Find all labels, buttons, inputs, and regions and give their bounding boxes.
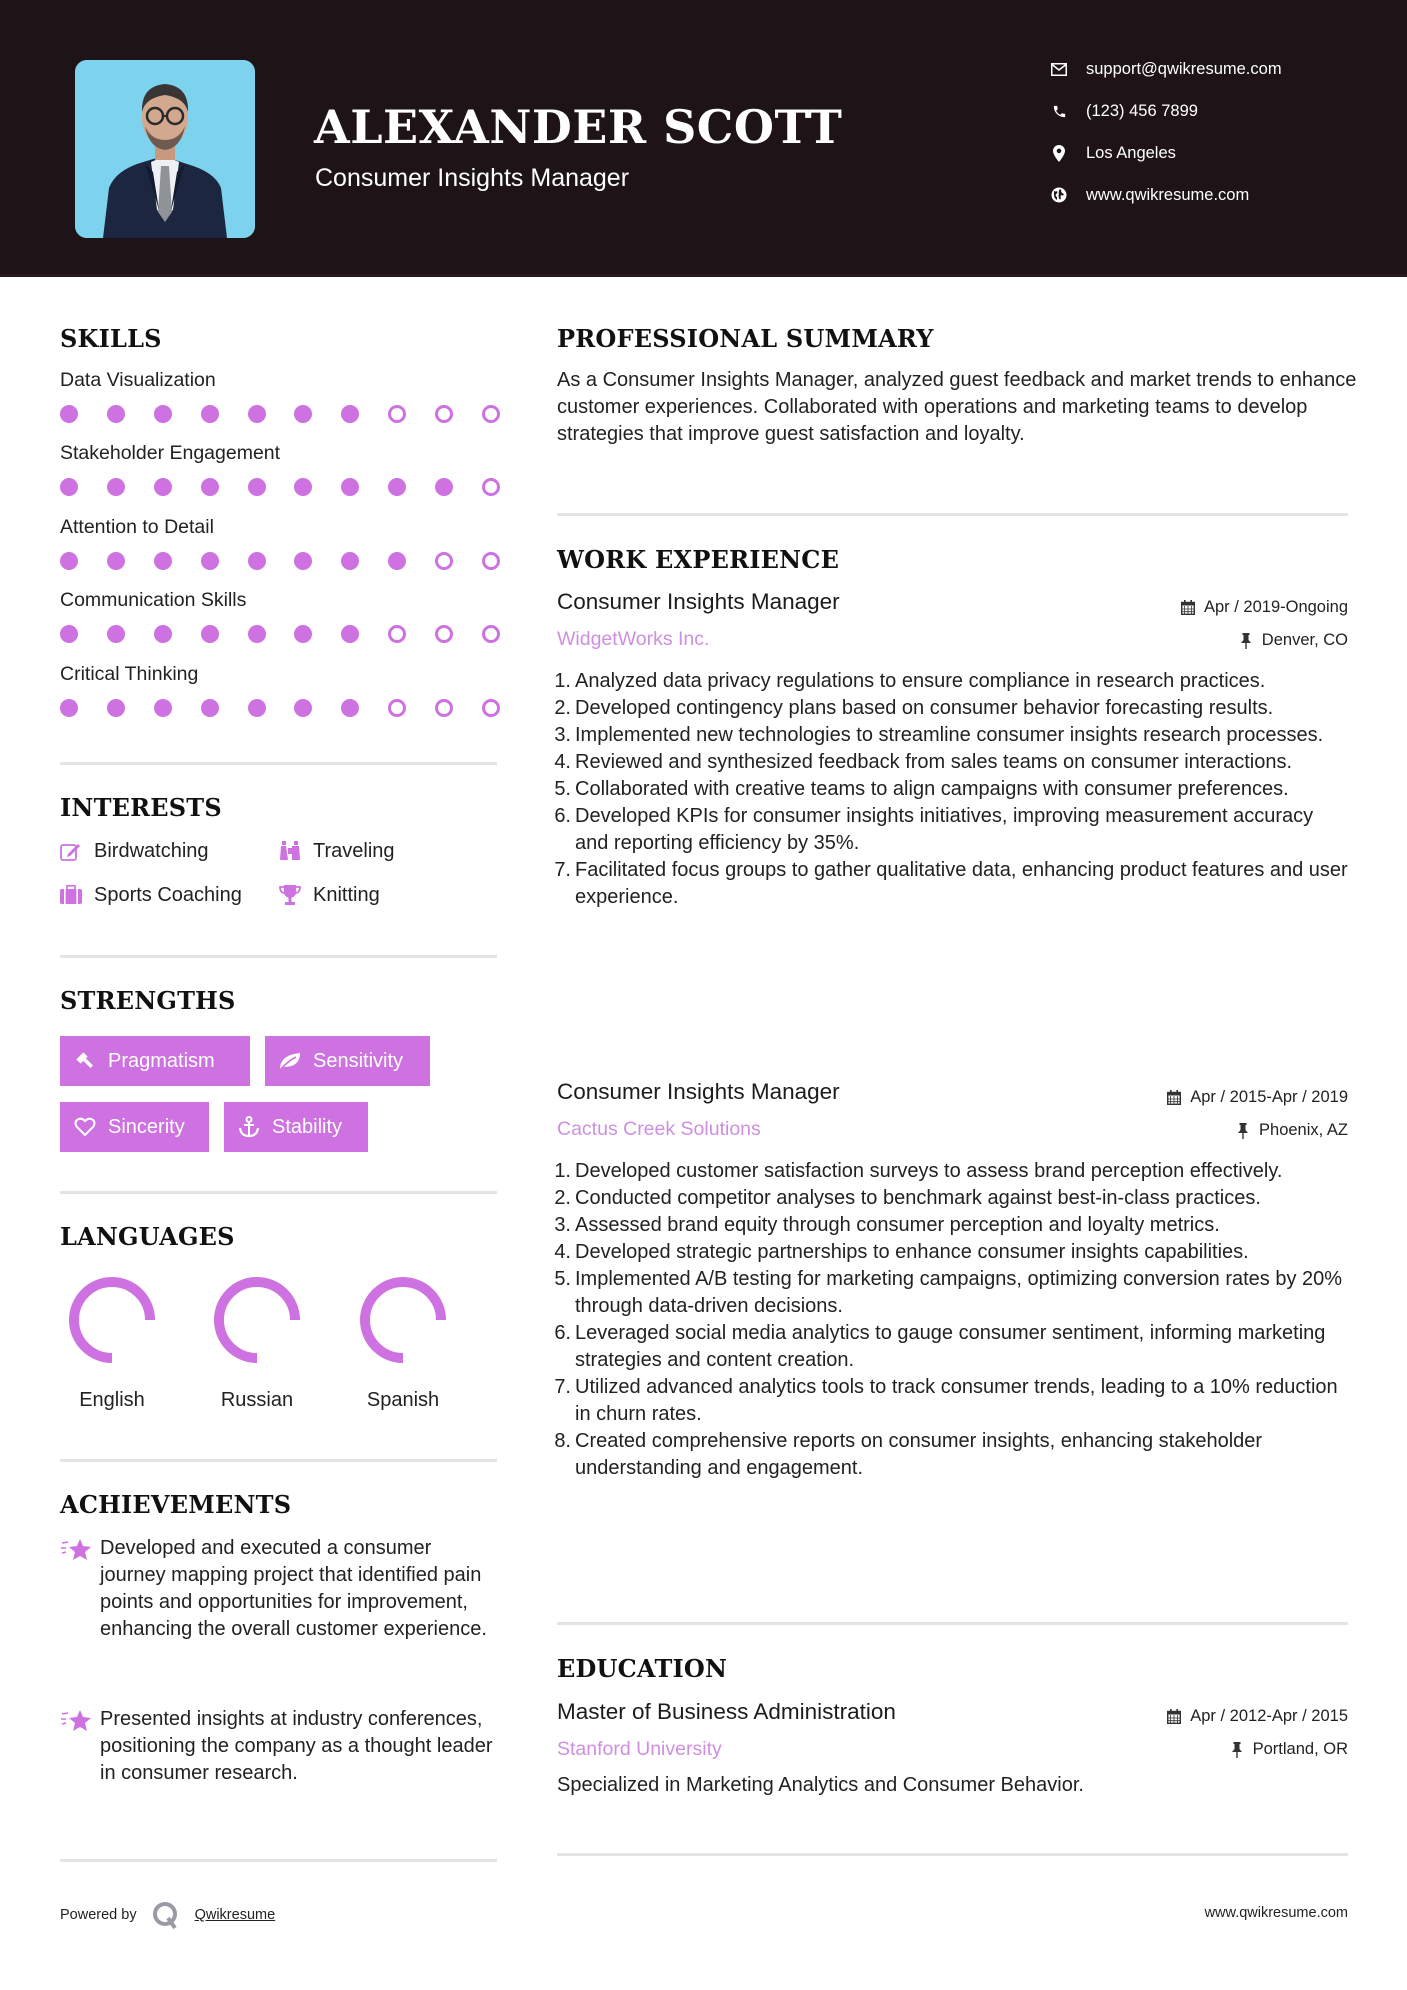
rating-dot-empty bbox=[388, 625, 406, 643]
rating-dot-filled bbox=[201, 699, 219, 717]
job-bullet bbox=[551, 1158, 1351, 1185]
interest-item bbox=[277, 838, 395, 864]
edit-icon bbox=[58, 838, 84, 864]
job-bullet bbox=[551, 776, 1351, 803]
rating-dot-empty bbox=[435, 552, 453, 570]
contact-email-text: support@qwikresume.com bbox=[1086, 59, 1282, 78]
skills-heading: SKILLS bbox=[60, 324, 162, 353]
job-bullet bbox=[551, 1212, 1351, 1239]
contact-phone[interactable] bbox=[1048, 98, 1198, 124]
calendar-icon bbox=[1165, 1089, 1183, 1107]
interest-label: Birdwatching bbox=[94, 839, 209, 862]
rating-dot-filled bbox=[60, 699, 78, 717]
skill-rating-dots bbox=[60, 405, 500, 425]
job-bullet bbox=[551, 695, 1351, 722]
skill-label: Critical Thinking bbox=[60, 663, 199, 685]
languages-heading: LANGUAGES bbox=[60, 1222, 235, 1251]
star-icon bbox=[60, 1706, 100, 1787]
rating-dot-empty bbox=[482, 478, 500, 496]
strength-label: Sensitivity bbox=[313, 1049, 404, 1072]
footer-url[interactable]: www.qwikresume.com bbox=[1204, 1905, 1348, 1921]
work-experience-heading: WORK EXPERIENCE bbox=[557, 545, 840, 574]
achievement-text: Developed and executed a consumer journey mapping project that identified pain points and opportunities for improvement, enhancing the overall customer experience. bbox=[100, 1537, 487, 1640]
section-divider bbox=[60, 955, 497, 958]
bullet-text: Leveraged social media analytics to gauge consumer sentiment, informing marketing strategies and content creation. bbox=[575, 1322, 1326, 1371]
section-divider bbox=[60, 762, 497, 765]
summary-text: As a Consumer Insights Manager, analyzed guest feedback and market trends to enhance customer experiences. Collaborated with operations and marketing teams to develop strategies that improve guest satisfaction and loyalty. bbox=[557, 369, 1357, 445]
interest-label: Traveling bbox=[313, 839, 395, 862]
qwikresume-logo-icon bbox=[151, 1900, 181, 1930]
education-dates bbox=[1165, 1707, 1348, 1726]
rating-dot-empty bbox=[388, 699, 406, 717]
contact-website[interactable] bbox=[1048, 182, 1249, 208]
contact-email[interactable] bbox=[1048, 56, 1282, 82]
rating-dot-filled bbox=[435, 478, 453, 496]
bullet-number: 4. bbox=[554, 1241, 571, 1263]
job-bullet bbox=[551, 803, 1351, 857]
rating-dot-filled bbox=[341, 552, 359, 570]
rating-dot-filled bbox=[201, 552, 219, 570]
thumbtack-icon bbox=[1228, 1741, 1246, 1759]
bullet-number: 5. bbox=[554, 1268, 571, 1290]
strength-label: Stability bbox=[272, 1115, 343, 1138]
rating-dot-empty bbox=[482, 405, 500, 423]
contact-location bbox=[1048, 140, 1176, 166]
suitcase-icon bbox=[58, 882, 84, 908]
bullet-text: Conducted competitor analyses to benchmark against best-in-class practices. bbox=[575, 1187, 1261, 1209]
rating-dot-filled bbox=[154, 552, 172, 570]
calendar-icon bbox=[1165, 1708, 1183, 1726]
rating-dot-filled bbox=[248, 552, 266, 570]
section-divider bbox=[557, 1622, 1348, 1625]
contact-location-text: Los Angeles bbox=[1086, 143, 1176, 162]
education-dates-text: Apr / 2012-Apr / 2015 bbox=[1190, 1707, 1348, 1725]
bullet-number: 7. bbox=[554, 1376, 571, 1398]
rating-dot-empty bbox=[435, 405, 453, 423]
bullet-text: Utilized advanced analytics tools to track consumer trends, leading to a 10% reduction in churn rates. bbox=[575, 1376, 1338, 1425]
rating-dot-filled bbox=[107, 625, 125, 643]
skill-rating-dots bbox=[60, 552, 500, 572]
interest-item bbox=[58, 838, 209, 864]
job-location bbox=[1234, 1121, 1348, 1140]
job-bullet bbox=[551, 1239, 1351, 1266]
rating-dot-filled bbox=[248, 625, 266, 643]
bullet-text: Assessed brand equity through consumer perception and loyalty metrics. bbox=[575, 1214, 1220, 1236]
rating-dot-filled bbox=[388, 478, 406, 496]
bullet-number: 3. bbox=[554, 724, 571, 746]
star-icon bbox=[60, 1535, 100, 1643]
strengths-heading: STRENGTHS bbox=[60, 986, 236, 1015]
contact-phone-text: (123) 456 7899 bbox=[1086, 101, 1198, 120]
job-dates-text: Apr / 2015-Apr / 2019 bbox=[1190, 1088, 1348, 1106]
skill-rating-dots bbox=[60, 625, 500, 645]
rating-dot-filled bbox=[201, 478, 219, 496]
achievements-heading: ACHIEVEMENTS bbox=[60, 1490, 292, 1519]
skill-label: Attention to Detail bbox=[60, 516, 214, 538]
trophy-icon bbox=[277, 882, 303, 908]
skill-label: Stakeholder Engagement bbox=[60, 442, 281, 464]
leaf-icon bbox=[277, 1048, 303, 1074]
skill-label: Data Visualization bbox=[60, 369, 216, 391]
rating-dot-filled bbox=[107, 405, 125, 423]
job-title: Consumer Insights Manager bbox=[557, 589, 840, 614]
profile-photo bbox=[75, 60, 255, 238]
bullet-number: 1. bbox=[554, 1160, 571, 1182]
job-bullet bbox=[551, 1428, 1351, 1482]
rating-dot-empty bbox=[435, 625, 453, 643]
header-bottom-border bbox=[0, 274, 1407, 277]
job-bullet bbox=[551, 857, 1351, 911]
rating-dot-filled bbox=[107, 552, 125, 570]
rating-dot-filled bbox=[107, 699, 125, 717]
rating-dot-filled bbox=[294, 552, 312, 570]
powered-by-text: Powered by bbox=[60, 1907, 137, 1923]
job-dates-text: Apr / 2019-Ongoing bbox=[1203, 598, 1348, 616]
bullet-number: 6. bbox=[554, 1322, 571, 1344]
bullet-text: Facilitated focus groups to gather qualitative data, enhancing product features and user experience. bbox=[575, 859, 1348, 908]
job-title: Consumer Insights Manager bbox=[557, 1079, 840, 1104]
bullet-number: 6. bbox=[554, 805, 571, 827]
education-location bbox=[1228, 1740, 1348, 1759]
section-divider bbox=[60, 1459, 497, 1462]
bullet-number: 7. bbox=[554, 859, 571, 881]
rating-dot-filled bbox=[294, 405, 312, 423]
rating-dot-filled bbox=[154, 625, 172, 643]
language-item bbox=[202, 1275, 312, 1412]
globe-icon bbox=[1048, 184, 1070, 206]
achievement-item bbox=[60, 1706, 500, 1787]
bullet-text: Developed strategic partnerships to enhance consumer insights capabilities. bbox=[575, 1241, 1249, 1263]
rating-dot-filled bbox=[154, 478, 172, 496]
bullet-text: Developed customer satisfaction surveys to assess brand perception effectively. bbox=[575, 1160, 1283, 1182]
binoculars-icon bbox=[277, 838, 303, 864]
bullet-number: 2. bbox=[554, 1187, 571, 1209]
education-description: Specialized in Marketing Analytics and Consumer Behavior. bbox=[557, 1774, 1084, 1796]
rating-dot-filled bbox=[248, 699, 266, 717]
job-dates bbox=[1165, 1088, 1348, 1107]
bullet-text: Analyzed data privacy regulations to ensure compliance in research practices. bbox=[575, 670, 1266, 692]
strength-tag bbox=[60, 1102, 209, 1152]
language-item bbox=[348, 1275, 458, 1412]
section-divider bbox=[557, 513, 1348, 516]
company-name: WidgetWorks Inc. bbox=[557, 628, 710, 650]
job-bullet bbox=[551, 1185, 1351, 1212]
rating-dot-filled bbox=[154, 405, 172, 423]
bullet-text: Implemented A/B testing for marketing campaigns, optimizing conversion rates by 20% through data-driven decisions. bbox=[575, 1268, 1343, 1317]
bullet-text: Collaborated with creative teams to align campaigns with consumer preferences. bbox=[575, 778, 1289, 800]
language-item bbox=[57, 1275, 167, 1412]
job-bullet bbox=[551, 1320, 1351, 1374]
job-location-text: Denver, CO bbox=[1261, 631, 1348, 649]
bullet-number: 8. bbox=[554, 1430, 571, 1452]
summary-heading: PROFESSIONAL SUMMARY bbox=[557, 324, 934, 353]
rating-dot-filled bbox=[341, 405, 359, 423]
job-location bbox=[1237, 631, 1348, 650]
achievement-text: Presented insights at industry conferences, positioning the company as a thought leader in consumer research. bbox=[100, 1708, 493, 1784]
rating-dot-empty bbox=[482, 699, 500, 717]
interest-item bbox=[58, 882, 242, 908]
strength-tag bbox=[265, 1036, 430, 1086]
job-bullet bbox=[551, 722, 1351, 749]
job-bullet bbox=[551, 668, 1351, 695]
contact-website-text: www.qwikresume.com bbox=[1086, 185, 1250, 204]
rating-dot-filled bbox=[294, 478, 312, 496]
achievement-item bbox=[60, 1535, 500, 1643]
job-bullet bbox=[551, 749, 1351, 776]
rating-dot-filled bbox=[341, 625, 359, 643]
candidate-name: ALEXANDER SCOTT bbox=[314, 100, 843, 154]
language-level-ring bbox=[212, 1275, 302, 1365]
bullet-text: Developed contingency plans based on consumer behavior forecasting results. bbox=[575, 697, 1274, 719]
skill-label: Communication Skills bbox=[60, 589, 247, 611]
gavel-icon bbox=[72, 1048, 98, 1074]
section-divider bbox=[557, 1853, 1348, 1856]
rating-dot-filled bbox=[60, 478, 78, 496]
skill-rating-dots bbox=[60, 699, 500, 719]
language-level-ring bbox=[358, 1275, 448, 1365]
rating-dot-empty bbox=[482, 625, 500, 643]
rating-dot-filled bbox=[388, 552, 406, 570]
bullet-text: Created comprehensive reports on consumer insights, enhancing stakeholder understanding and engagement. bbox=[575, 1430, 1263, 1479]
rating-dot-filled bbox=[60, 552, 78, 570]
education-heading: EDUCATION bbox=[557, 1654, 728, 1683]
heart-icon bbox=[72, 1114, 98, 1140]
rating-dot-empty bbox=[482, 552, 500, 570]
rating-dot-filled bbox=[248, 405, 266, 423]
language-label: English bbox=[79, 1389, 145, 1411]
rating-dot-filled bbox=[201, 405, 219, 423]
rating-dot-filled bbox=[107, 478, 125, 496]
thumbtack-icon bbox=[1237, 632, 1255, 650]
bullet-text: Reviewed and synthesized feedback from sales teams on consumer interactions. bbox=[575, 751, 1293, 773]
bullet-number: 4. bbox=[554, 751, 571, 773]
calendar-icon bbox=[1179, 599, 1197, 617]
job-dates bbox=[1179, 598, 1348, 617]
company-name: Cactus Creek Solutions bbox=[557, 1118, 761, 1140]
bullet-text: Implemented new technologies to streamline consumer insights research processes. bbox=[575, 724, 1324, 746]
phone-icon bbox=[1048, 100, 1070, 122]
strength-label: Sincerity bbox=[108, 1115, 185, 1138]
job-bullets bbox=[551, 1158, 1351, 1482]
degree-title: Master of Business Administration bbox=[557, 1699, 896, 1724]
interest-label: Knitting bbox=[313, 883, 380, 906]
bullet-number: 3. bbox=[554, 1214, 571, 1236]
bullet-number: 2. bbox=[554, 697, 571, 719]
rating-dot-filled bbox=[154, 699, 172, 717]
job-location-text: Phoenix, AZ bbox=[1259, 1121, 1348, 1139]
language-label: Spanish bbox=[366, 1389, 440, 1411]
rating-dot-filled bbox=[60, 405, 78, 423]
language-level-ring bbox=[67, 1275, 157, 1365]
qwikresume-link[interactable]: Qwikresume bbox=[194, 1907, 276, 1923]
footer-powered-by bbox=[60, 1900, 275, 1930]
language-label: Russian bbox=[220, 1389, 294, 1411]
interest-item bbox=[277, 882, 380, 908]
thumbtack-icon bbox=[1234, 1122, 1252, 1140]
strength-tag bbox=[60, 1036, 250, 1086]
section-divider bbox=[60, 1191, 497, 1194]
rating-dot-filled bbox=[248, 478, 266, 496]
bullet-number: 1. bbox=[554, 670, 571, 692]
rating-dot-filled bbox=[60, 625, 78, 643]
job-bullets bbox=[551, 668, 1351, 911]
interest-label: Sports Coaching bbox=[94, 883, 242, 906]
anchor-icon bbox=[236, 1114, 262, 1140]
bullet-text: Developed KPIs for consumer insights initiatives, improving measurement accuracy and reporting efficiency by 35%. bbox=[575, 805, 1314, 854]
education-location-text: Portland, OR bbox=[1252, 1740, 1348, 1758]
rating-dot-filled bbox=[201, 625, 219, 643]
rating-dot-empty bbox=[435, 699, 453, 717]
bullet-number: 5. bbox=[554, 778, 571, 800]
map-marker-icon bbox=[1048, 142, 1070, 164]
job-bullet bbox=[551, 1374, 1351, 1428]
skill-rating-dots bbox=[60, 478, 500, 498]
envelope-icon bbox=[1048, 58, 1070, 80]
candidate-title: Consumer Insights Manager bbox=[315, 164, 630, 192]
rating-dot-filled bbox=[294, 625, 312, 643]
interests-heading: INTERESTS bbox=[60, 793, 222, 822]
rating-dot-filled bbox=[341, 478, 359, 496]
strength-tag bbox=[224, 1102, 368, 1152]
strength-label: Pragmatism bbox=[108, 1049, 215, 1072]
school-name: Stanford University bbox=[557, 1738, 722, 1760]
rating-dot-empty bbox=[388, 405, 406, 423]
job-bullet bbox=[551, 1266, 1351, 1320]
rating-dot-filled bbox=[294, 699, 312, 717]
section-divider bbox=[60, 1859, 497, 1862]
rating-dot-filled bbox=[341, 699, 359, 717]
